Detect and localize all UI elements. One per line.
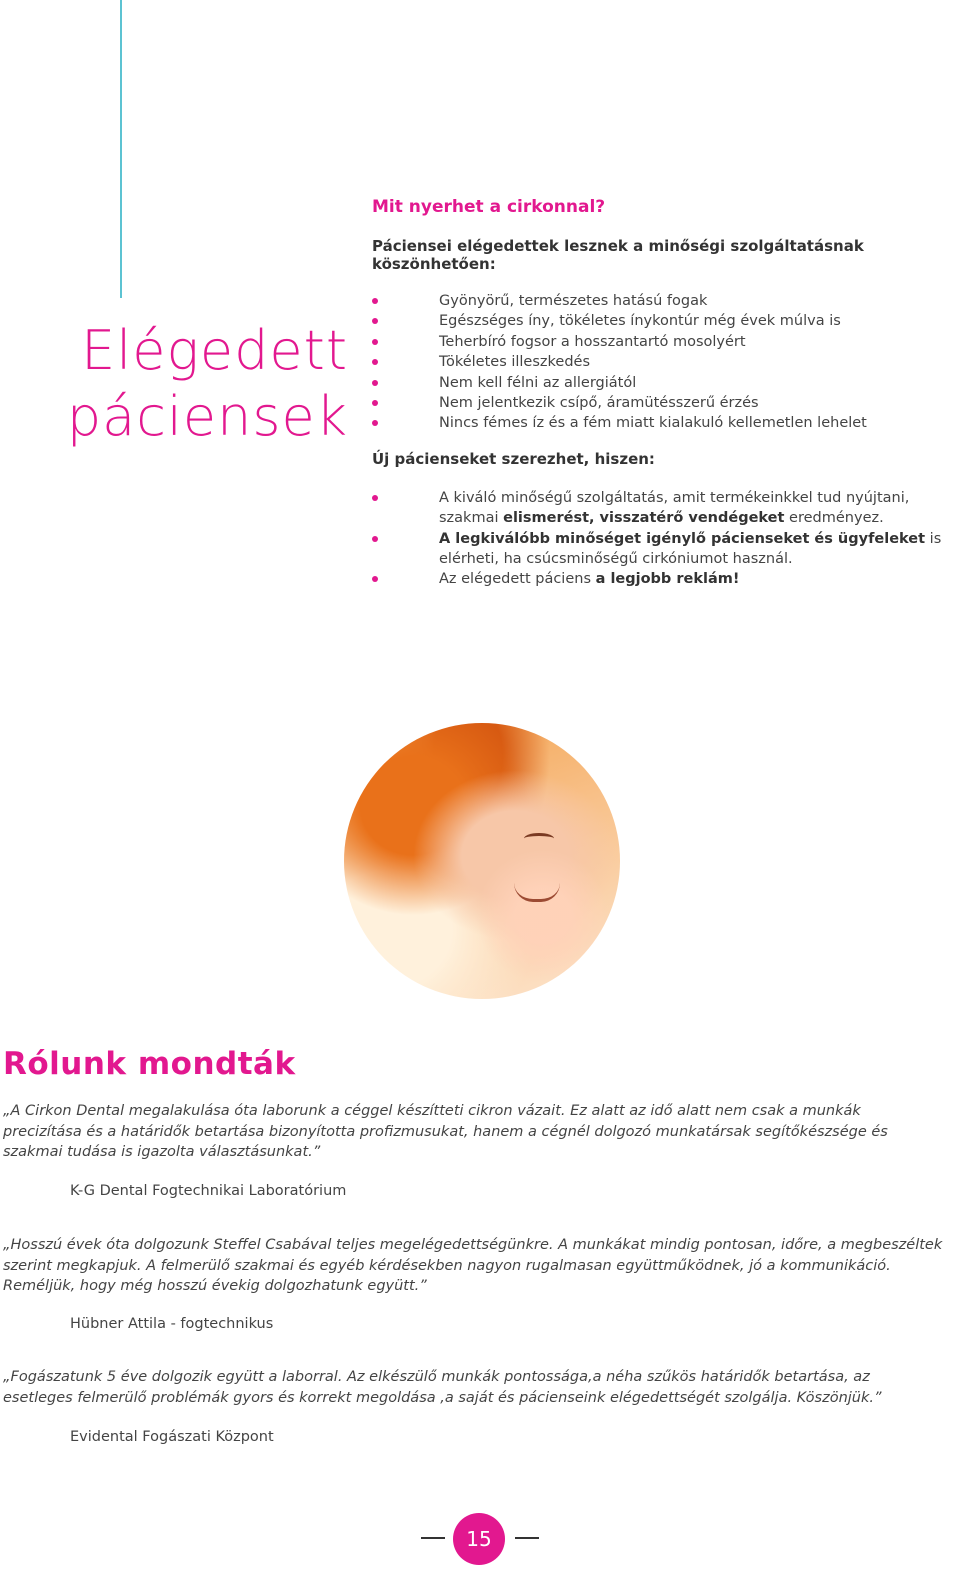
bullet-icon (372, 576, 378, 582)
bullet-icon (372, 359, 378, 365)
smiling-woman-photo (344, 723, 620, 999)
list-item: Nem jelentkezik csípő, áramütésszerű érzés (372, 393, 947, 413)
list-item: A legkiválóbb minőséget igénylő pácienseket és ügyfeleket is elérheti, ha csúcsminőségű cirkóniumot használ. (372, 529, 947, 570)
bullet-icon (372, 298, 378, 304)
side-heading-line2: páciensek (66, 385, 348, 448)
footer-line-right (515, 1537, 539, 1539)
benefits-section (372, 197, 947, 590)
testimonial-author: K-G Dental Fogtechnikai Laboratórium (70, 1183, 347, 1199)
section-title: Mit nyerhet a cirkonnal? (372, 197, 606, 217)
photo-detail-smile (514, 883, 560, 902)
list-item: Teherbíró fogsor a hosszantartó mosolyért (372, 332, 947, 352)
list-item: Az elégedett páciens a legjobb reklám! (372, 569, 947, 589)
list-item: Nincs fémes íz és a fém miatt kialakuló kellemetlen lehelet (372, 413, 947, 433)
list-item: Gyönyörű, természetes hatású fogak (372, 291, 947, 311)
photo-detail-eye (524, 833, 554, 844)
benefits-list (372, 291, 947, 434)
list-item: Tökéletes illeszkedés (372, 352, 947, 372)
footer-line-left (421, 1537, 445, 1539)
bullet-icon (372, 536, 378, 542)
bullet-icon (372, 420, 378, 426)
page-number: 15 (453, 1513, 505, 1565)
side-heading (67, 318, 348, 450)
subsection-title: Új pácienseket szerezhet, hiszen: (372, 449, 655, 468)
reasons-list (372, 488, 947, 590)
testimonial-author: Evidental Fogászati Központ (70, 1429, 274, 1445)
bullet-icon (372, 495, 378, 501)
side-heading-line1: Elégedett (81, 319, 348, 382)
list-item: Egészséges íny, tökéletes ínykontúr még évek múlva is (372, 311, 947, 331)
testimonial-quote: „A Cirkon Dental megalakulása óta laborunk a céggel készítteti cikron vázait. Ez alatt az idő alatt nem csak a munkák precizítása és a határidők betartása bizonyította profizmusukat, hanem a cégnél dolgozó munkatársak segítőkészsége és szakmai tudása is igazolta választásunkat.” (3, 1103, 888, 1160)
bullet-icon (372, 400, 378, 406)
section-intro: Páciensei elégedettek lesznek a minőségi szolgáltatásnak köszönhetően: (372, 237, 864, 273)
testimonial-quote: „Hosszú évek óta dolgozunk Steffel Csabával teljes megelégedettségünkre. A munkákat mindig pontosan, időre, a megbeszéltek szerint megkapjuk. A felmerülő szakmai és egyéb kérdésekben nagyon rugalmasan együttműködnek, jó a kommunikáció. Reméljük, hogy még hosszú évekig dolgozhatunk együtt.” (3, 1237, 943, 1294)
bullet-icon (372, 380, 378, 386)
decorative-vertical-line (120, 0, 122, 298)
list-item: Nem kell félni az allergiától (372, 373, 947, 393)
testimonial-author: Hübner Attila - fogtechnikus (70, 1316, 274, 1332)
bullet-icon (372, 339, 378, 345)
list-item: A kiváló minőségű szolgáltatás, amit termékeinkkel tud nyújtani, szakmai elismerést, visszatérő vendégeket eredményez. (372, 488, 947, 529)
testimonial-quote: „Fogászatunk 5 éve dolgozik együtt a laborral. Az elkészülő munkák pontossága,a néha szűkös határidők betartása, az esetleges felmerülő problémák gyors és korrekt megoldása ,a saját és pácienseink elégedettségét szolgálja. Köszönjük.” (3, 1369, 882, 1406)
bullet-icon (372, 318, 378, 324)
testimonials-title: Rólunk mondták (3, 1046, 296, 1082)
